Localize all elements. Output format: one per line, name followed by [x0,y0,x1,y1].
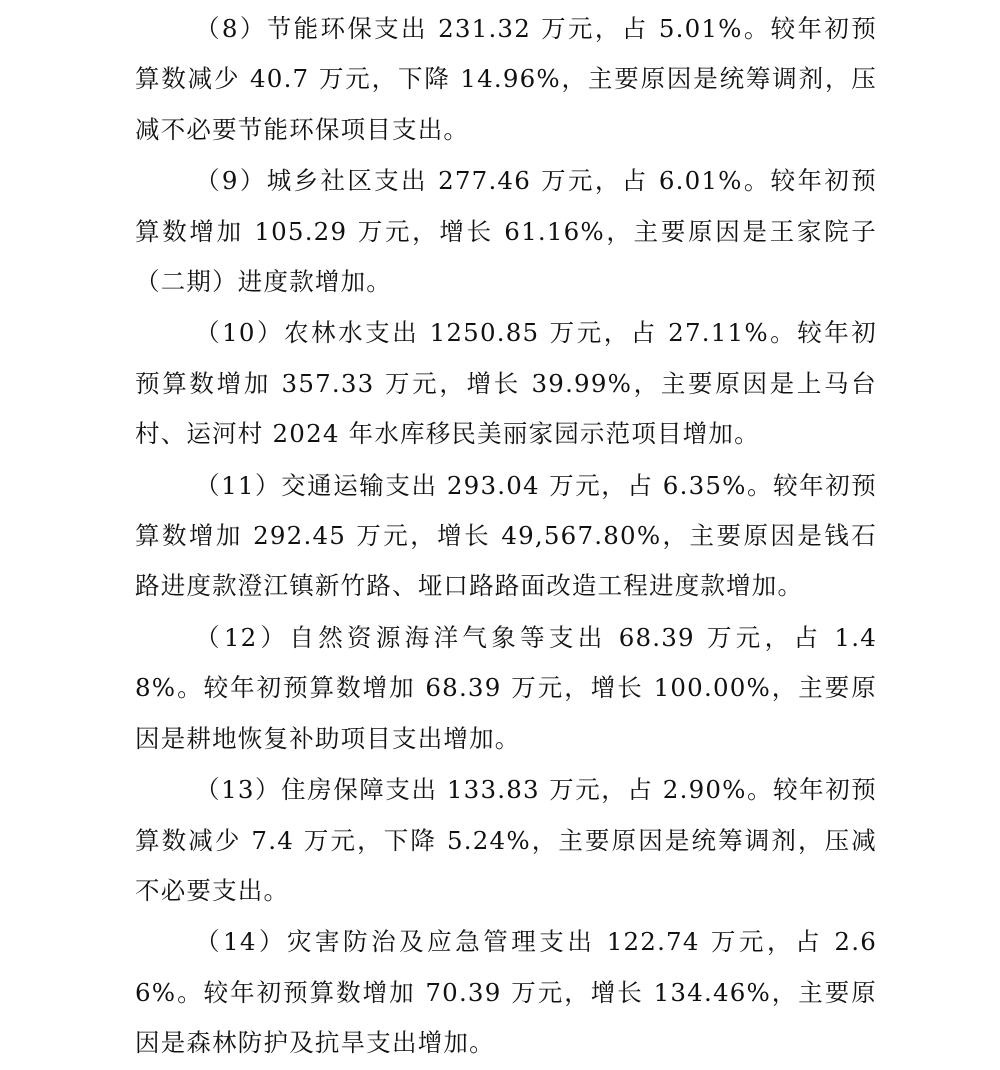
document-page [135,0,877,1070]
paragraph-urban-rural-community: （9）城乡社区支出 277.46 万元，占 6.01%。较年初预算数增加 105.29 万元，增长 61.16%，主要原因是王家院子（二期）进度款增加。 [135,166,877,297]
paragraph-agriculture-forestry-water: （10）农林水支出 1250.85 万元，占 27.11%。较年初预算数增加 357.33 万元，增长 39.99%，主要原因是上马台村、运河村 2024 年水库移民美丽家园示范项目增加。 [135,318,877,449]
paragraph-energy-environment: （8）节能环保支出 231.32 万元，占 5.01%。较年初预算数减少 40.7 万元，下降 14.96%，主要原因是统筹调剂，压减不必要节能环保项目支出。 [135,14,877,144]
paragraph-disaster-prevention: （14）灾害防治及应急管理支出 122.74 万元，占 2.66%。较年初预算数增加 70.39 万元，增长 134.46%，主要原因是森林防护及抗旱支出增加。 [135,927,877,1058]
paragraph-transportation: （11）交通运输支出 293.04 万元，占 6.35%。较年初预算数增加 292.45 万元，增长 49,567.80%，主要原因是钱石路进度款澄江镇新竹路、垭口路路面改造工程进度款增加。 [135,470,877,601]
paragraph-natural-resources: （12）自然资源海洋气象等支出 68.39 万元，占 1.48%。较年初预算数增加 68.39 万元，增长 100.00%，主要原因是耕地恢复补助项目支出增加。 [135,622,877,753]
paragraph-housing-security: （13）住房保障支出 133.83 万元，占 2.90%。较年初预算数减少 7.4 万元，下降 5.24%，主要原因是统筹调剂，压减不必要支出。 [135,775,877,905]
